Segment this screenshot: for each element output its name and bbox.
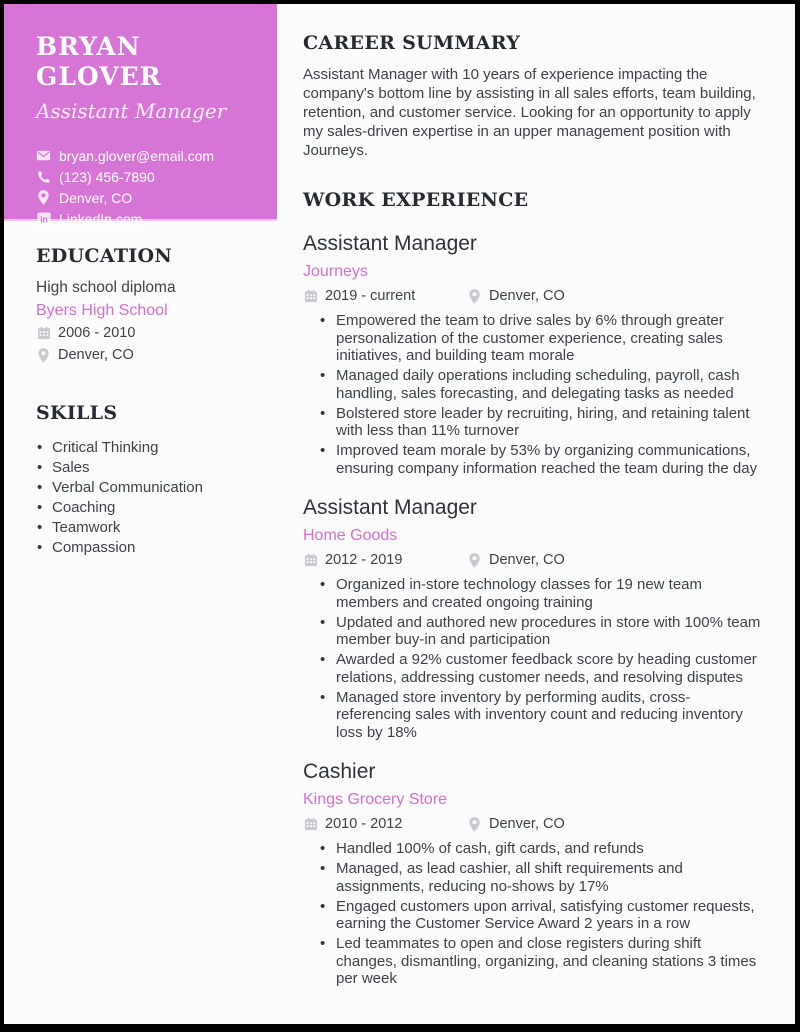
skill-item: • Teamwork: [52, 518, 269, 538]
career-summary-text: Assistant Manager with 10 years of experience impacting the company's bottom line by assisting in all sales efforts, team building, retention, and customer service. Looking for an opportunity to apply my sales-driven expertise in an upper management position with Journeys.: [303, 66, 756, 159]
job-dates: [303, 813, 467, 835]
job-dates-text: 2019 - current: [325, 288, 416, 304]
education-school: Byers High School: [36, 302, 168, 319]
job-bullet: • Improved team morale by 53% by organizing communications, ensuring company information reached the team during the day: [336, 442, 762, 477]
job-bullet: • Bolstered store leader by recruiting, hiring, and retaining talent with less than 11% turnover: [336, 405, 762, 440]
contact-email-text: bryan.glover@email.com: [59, 147, 215, 164]
skills-list: [36, 438, 269, 558]
job-company: Home Goods: [303, 527, 398, 544]
education-dates-text: 2006 - 2010: [58, 325, 136, 341]
job-entry: [303, 231, 762, 477]
skill-item: • Critical Thinking: [52, 438, 269, 458]
job-bullet: • Managed daily operations including scheduling, payroll, cash handling, sales forecasting, and delegating tasks as needed: [336, 367, 762, 402]
career-summary-section: [303, 30, 762, 160]
job-company: Kings Grocery Store: [303, 791, 448, 808]
job-meta: [303, 285, 762, 307]
job-bullet: • Organized in-store technology classes for 19 new team members and created ongoing training: [336, 576, 762, 611]
linkedin-icon: [36, 211, 51, 226]
calendar-icon: [303, 289, 318, 304]
job-dates: [303, 549, 467, 571]
job-entry: [303, 495, 762, 741]
job-location: [467, 549, 565, 571]
job-bullet-list: [303, 576, 762, 741]
job-location: [467, 285, 565, 307]
email-icon: [36, 148, 51, 163]
work-experience-heading: WORK EXPERIENCE: [303, 189, 529, 211]
job-location-text: Denver, CO: [489, 552, 565, 568]
location-pin-icon: [36, 190, 51, 205]
job-dates-text: 2012 - 2019: [325, 552, 403, 568]
job-meta: [303, 813, 762, 835]
job-location: [467, 813, 565, 835]
person-job-title: Assistant Manager: [36, 99, 227, 123]
job-location-text: Denver, CO: [489, 816, 565, 832]
skill-item: • Sales: [52, 458, 269, 478]
location-pin-icon: [467, 289, 482, 304]
education-section: [36, 243, 269, 366]
contact-email: [36, 145, 263, 166]
main-content: [277, 4, 795, 1024]
contact-location-text: Denver, CO: [59, 189, 133, 206]
contact-location: [36, 187, 263, 208]
education-dates: [36, 322, 269, 344]
career-summary-heading: CAREER SUMMARY: [303, 32, 521, 54]
sidebar-body: [4, 221, 277, 558]
skill-item: • Coaching: [52, 498, 269, 518]
skill-item: • Compassion: [52, 538, 269, 558]
skill-item: • Verbal Communication: [52, 478, 269, 498]
education-heading: EDUCATION: [36, 245, 172, 267]
job-company: Journeys: [303, 263, 368, 280]
location-pin-icon: [467, 817, 482, 832]
job-dates-text: 2010 - 2012: [325, 816, 403, 832]
sidebar: [4, 4, 277, 1024]
job-meta: [303, 549, 762, 571]
sidebar-header: [4, 4, 277, 227]
job-bullet: • Led teammates to open and close registers during shift changes, dismantling, organizing, and cleaning stations 3 times per week: [336, 935, 762, 988]
skills-section: [36, 400, 269, 558]
job-dates: [303, 285, 467, 307]
location-pin-icon: [36, 348, 51, 363]
job-title: Assistant Manager: [303, 232, 477, 255]
job-bullet: • Updated and authored new procedures in store with 100% team member buy-in and participation: [336, 614, 762, 649]
skills-heading: SKILLS: [36, 402, 118, 424]
job-bullet: • Managed, as lead cashier, all shift requirements and assignments, reducing no-shows by 17%: [336, 860, 762, 895]
person-name: BRYAN GLOVER: [36, 32, 162, 91]
svg-text:in: in: [39, 214, 48, 224]
job-title: Cashier: [303, 760, 376, 783]
job-bullet: • Managed store inventory by performing audits, cross-referencing sales with inventory count and reducing inventory loss by 18%: [336, 689, 762, 742]
calendar-icon: [36, 326, 51, 341]
education-location: [36, 344, 269, 366]
education-location-text: Denver, CO: [58, 347, 134, 363]
phone-icon: [36, 169, 51, 184]
job-bullet: • Engaged customers upon arrival, satisfying customer requests, earning the Customer Service Award 2 years in a row: [336, 898, 762, 933]
education-degree: High school diploma: [36, 279, 176, 296]
job-bullet: • Awarded a 92% customer feedback score by heading customer relations, addressing customer needs, and resolving disputes: [336, 651, 762, 686]
calendar-icon: [303, 817, 318, 832]
job-bullet: • Handled 100% of cash, gift cards, and refunds: [336, 840, 762, 858]
contact-phone-text: (123) 456-7890: [59, 168, 155, 185]
contact-list: [36, 145, 263, 229]
contact-phone: [36, 166, 263, 187]
calendar-icon: [303, 553, 318, 568]
job-entry: [303, 759, 762, 988]
job-bullet-list: [303, 312, 762, 477]
job-bullet-list: [303, 840, 762, 988]
job-title: Assistant Manager: [303, 496, 477, 519]
location-pin-icon: [467, 553, 482, 568]
job-bullet: • Empowered the team to drive sales by 6% through greater personalization of the customer experience, creating sales initiatives, and building team morale: [336, 312, 762, 365]
linkedin-link[interactable]: LinkedIn.com: [59, 210, 143, 227]
job-location-text: Denver, CO: [489, 288, 565, 304]
